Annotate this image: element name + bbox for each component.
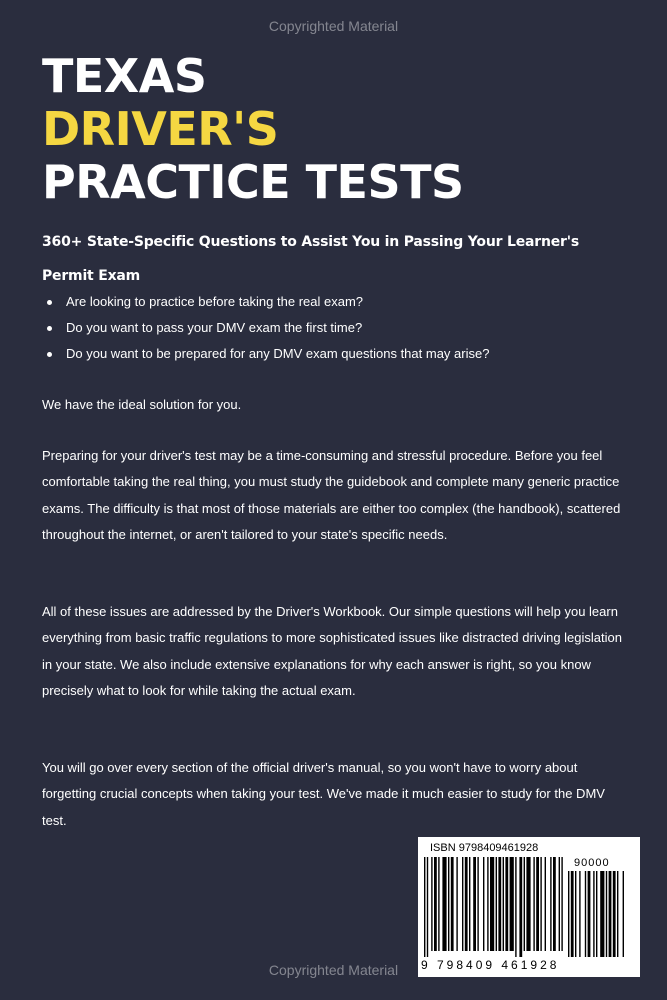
title-line-highlight: DRIVER'S	[42, 102, 279, 156]
barcode-price-code: 90000	[574, 857, 610, 869]
barcode-addon-bars-icon	[568, 871, 632, 971]
list-item: Do you want to be prepared for any DMV exam questions that may arise?	[42, 341, 642, 367]
copyright-watermark-top: Copyrighted Material	[268, 18, 399, 34]
question-list	[42, 289, 642, 367]
paragraph-solution: All of these issues are addressed by the Driver's Workbook. Our simple questions will help you learn everything from basic traffic regulations to more sophisticated issues like distracted driving legislation in your state. We also include extensive explanations for why each answer is right, so you know precisely what to look for while taking the actual exam.	[42, 604, 622, 698]
barcode-digits: 9 798409 461928	[421, 958, 560, 972]
book-subtitle: 360+ State-Specific Questions to Assist You in Passing Your Learner's Permit Exam	[42, 234, 579, 284]
book-title	[42, 50, 464, 209]
isbn-barcode	[418, 837, 640, 977]
list-item: Are looking to practice before taking the real exam?	[42, 289, 642, 315]
isbn-label: ISBN 9798409461928	[430, 842, 539, 854]
paragraph-problem: Preparing for your driver's test may be a time-consuming and stressful procedure. Before you feel comfortable taking the real thing, you must study the guidebook and complete many generic practice exams. The difficulty is that most of those materials are either too complex (the handbook), scattered throughout the internet, or aren't tailored to your state's specific needs.	[42, 448, 621, 542]
copyright-watermark-bottom: Copyrighted Material	[268, 962, 399, 978]
paragraph-closing: You will go over every section of the official driver's manual, so you won't have to worry about forgetting crucial concepts when taking your test. We've made it much easier to study for the DMV test.	[42, 760, 605, 828]
title-line-main: PRACTICE TESTS	[42, 155, 464, 209]
title-line-state: TEXAS	[42, 49, 207, 103]
barcode-bars-icon	[424, 857, 564, 959]
list-item: Do you want to pass your DMV exam the first time?	[42, 315, 642, 341]
paragraph-intro: We have the ideal solution for you.	[42, 397, 242, 412]
